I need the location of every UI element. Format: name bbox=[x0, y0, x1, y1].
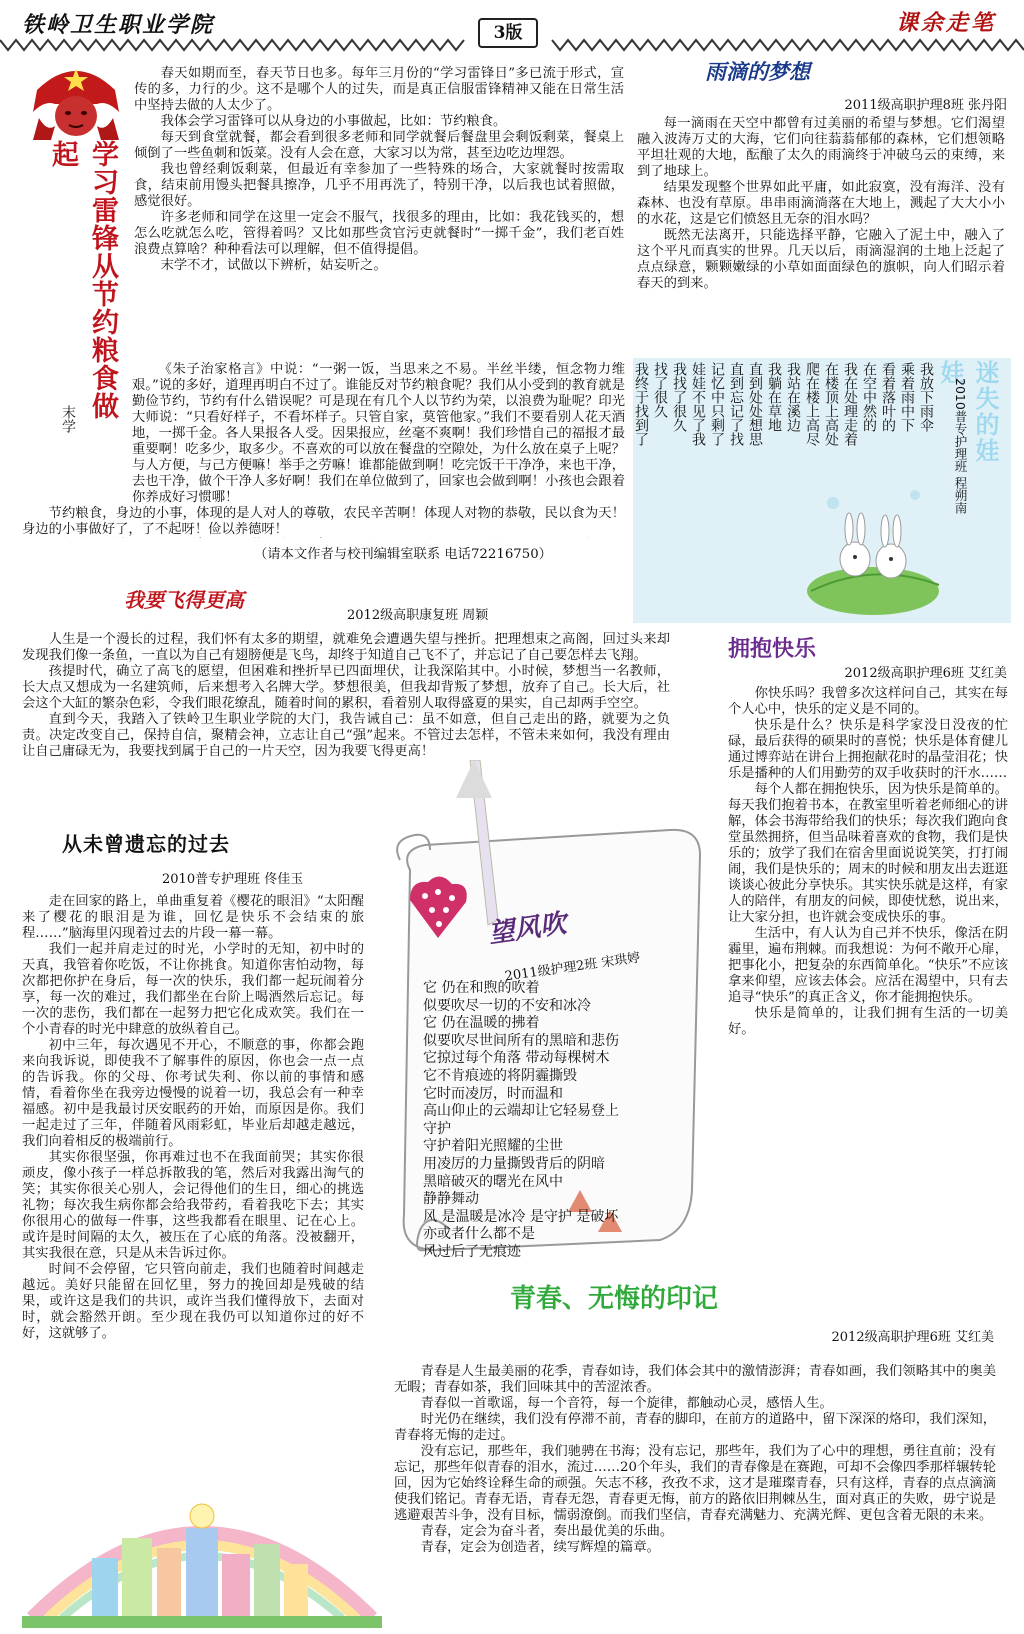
poem-line: 它 仍在温暖的拂着 bbox=[423, 1015, 540, 1032]
poem-line: 爬在楼上高尽 bbox=[804, 362, 820, 446]
embrace-paragraph: 生活中，有人认为自己并不快乐，像活在阴霾里，遍布荆棘。而我想说：为何不敞开心扉，把事化小，把复杂的东西简单化。“快乐”不应该拿来仰望，应该去体会。应活在渴望中，只有去追寻“快乐”的真正含义，你才能拥抱快乐。 bbox=[728, 926, 1008, 1005]
poem-line: 似要吹尽一切的不安和冰冷 bbox=[423, 997, 591, 1014]
school-name: 铁岭卫生职业学院 bbox=[22, 12, 215, 38]
never-forget-article bbox=[22, 828, 367, 1483]
wind-poem-byline: 2011级护理2班 宋珙婷 bbox=[503, 950, 642, 985]
poem-line: 亦或者什么都不是 bbox=[423, 1226, 535, 1243]
never-forget-paragraph: 其实你很坚强，你再难过也不在我面前哭；其实你很顽皮，像小孩子一样总拆散我的笔，然后对我露出淘气的笑；其实你很关心别人，会记得他们的生日，细心的挑选礼物；每次我生病你都会给我带药，看着我吃下去；其实你很用心的做每一件事，这些我都看在眼里、记在心上。或许是时间隔的太久，被压在了心底的角落。没被翻开，其实我很在意，只是从未告诉过你。 bbox=[22, 1150, 364, 1261]
lei-feng-title: 学习雷锋从节约粮食做起 bbox=[47, 140, 118, 420]
raindrop-title: 雨滴的梦想 bbox=[705, 60, 810, 84]
poem-line: 在空中然的 bbox=[861, 362, 877, 432]
poem-line: 找了很久 bbox=[652, 362, 668, 418]
poem-line: 直到忘记了找 bbox=[728, 362, 744, 446]
embrace-paragraph: 快乐是什么？快乐是科学家没日没夜的忙碌，最后获得的硕果时的喜悦；快乐是体育健儿通过博弈站在讲台上拥抱献花时的晶莹泪花；快乐是播种的人们用勤劳的双手收获时的汗水…… bbox=[728, 718, 1008, 781]
youth-paragraph: 没有忘记，那些年，我们驰骋在书海；没有忘记，那些年，我们为了心中的理想，勇往直前；没有忘记，那些年似青春的泪水，流过……20个年头，我们的青春像是在赛跑，可却不会像四季那样辗转轮回，因为它始终诠释生命的顽强。矢志不移，孜孜不求，这才是璀璨青春，只有这样，青春的点点滴滴使我们铭记。青春无语，青春无怨，青春更无悔，前方的路依旧荆棘丛生，面对真正的失败，毋宁说是逃避艰苦斗争，没有目标，懦弱潦倒。而我们坚信，青春充满魅力、充满光辉、更包含着无限的未来。 bbox=[394, 1444, 996, 1523]
lost-doll-byline: 2010普专护理班 程朔南 bbox=[953, 378, 968, 514]
youth-paragraph: 青春，定会为创造者，续写辉煌的篇章。 bbox=[420, 1540, 660, 1555]
lei-feng-body-bottom bbox=[22, 362, 625, 538]
poem-line: 风过后了无痕迹 bbox=[423, 1243, 521, 1260]
never-forget-paragraph: 初中三年，每次遇见不开心，不顺意的事，你都会跑来向我诉说，即使我不了解事件的原因，你也会一点一点的告诉我。你的父母、你考试失利、你以前的事情和感情，看着你坐在我旁边慢慢的说着一切，我总会有一种幸福感。初中是我最讨厌安眠药的开始，而原因是你。我们一起走过了三年，伴随着风雨彩虹，毕业后却越走越远，我们向着相反的极端前行。 bbox=[22, 1038, 364, 1149]
fly-higher-body bbox=[22, 632, 670, 760]
poem-line: 在楼顶上高处 bbox=[823, 362, 839, 446]
poem-line: 似要吹尽世间所有的黑暗和悲伤 bbox=[423, 1032, 619, 1049]
embrace-paragraph: 你快乐吗？我曾多次这样问自己，其实在每个人心中，快乐的定义是不同的。 bbox=[728, 686, 1008, 717]
never-forget-paragraph: 我们一起并肩走过的时光，小学时的无知，初中时的天真，我管着你吃饭，不让你挑食。知道你害怕动物，每次都把你护在身后，每一次的快乐，我们都一起玩闹着分享，每一次的难过，我们都坐在台阶上喝酒然后忘记。每一次的悲伤，我们都在一起努力把它化成欢笑。我们在一个小青春的时光中肆意的放纵着自己。 bbox=[22, 942, 364, 1037]
raindrop-article bbox=[633, 54, 1011, 350]
lei-feng-paragraph: 我也曾经剩饭剩菜，但最近有幸参加了一些特殊的场合，大家就餐时按需取食，结束前用馒头把餐具擦净，几乎不用再洗了，特别干净，以后我也试着照做，感觉很好。 bbox=[134, 162, 624, 209]
embrace-paragraph: 快乐是简单的，让我们拥有生活的一切美好。 bbox=[728, 1006, 1008, 1037]
fly-higher-paragraph: 孩提时代，确立了高飞的愿望，但困难和挫折早已四面埋伏，让我深陷其中。小时候，梦想当一名教师，长大点又想成为一名建筑师，后来想考入名牌大学。梦想很美，但我却背叛了梦想，放弃了自己。长大后，社会这个大缸的繁杂色彩，令我们眼花缭乱，随着时间的累积，看着别人取得盛夏的果实，自己却两手空空。 bbox=[22, 664, 670, 711]
lei-feng-paragraph: 我体会学习雷锋可以从身边的小事做起，比如：节约粮食。 bbox=[160, 114, 507, 129]
embrace-paragraph: 每个人都在拥抱快乐，因为快乐是简单的。每天我们抱着书本，在教室里听着老师细心的讲解，体会书海带给我们的快乐；每次我们跑向食堂虽然拥挤，但当品味着喜欢的食物，我们是快乐的；放学了我们在宿舍里面说说笑笑，打打闹闹，我们是快乐的；周末的时候和朋友出去逛逛谈谈心彼此分享快乐。其实快乐就是这样，有家人的陪伴，有朋友的问候，即使忧愁，说出来，让大家分担，也许就会变成快乐的事。 bbox=[728, 782, 1008, 925]
poem-line: 记忆中只剩了 bbox=[709, 362, 725, 446]
fly-higher-paragraph: 直到今天，我踏入了铁岭卫生职业学院的大门，我告诫自己：虽不如意，但自己走出的路，就要为之负责。决定改变自己，保持自信，聚精会神，立志让自己“强”起来。不管过去怎样，不管未来如何，我没有理由让自己庸碌无为，我要找到属于自己的一片天空，因为我要飞得更高！ bbox=[22, 712, 670, 759]
poem-line: 我找了很久 bbox=[671, 362, 687, 432]
lost-doll-panel bbox=[633, 358, 1011, 623]
poem-line: 用凌厉的力量撕毁背后的阴暗 bbox=[423, 1155, 605, 1172]
poem-line: 我在处理走着 bbox=[842, 362, 858, 446]
poem-line: 高山仰止的云端却让它轻易登上 bbox=[423, 1103, 619, 1120]
lei-feng-author: 末学 bbox=[60, 405, 76, 433]
raindrop-paragraph: 结果发现整个世界如此平庸，如此寂寞，没有海洋、没有森林、也没有草原。串串雨滴淌落在大地上，溅起了大大小小的水花，这是它们愤怒且无奈的泪水吗？ bbox=[637, 180, 1005, 227]
raindrop-body bbox=[637, 116, 1005, 292]
never-forget-paragraph: 走在回家的路上，单曲重复着《樱花的眼泪》“太阳醒来了樱花的眼泪是为谁，回忆是快乐不会结束的旅程……”脑海里闪现着过去的片段一幕一幕。 bbox=[22, 894, 364, 941]
youth-paragraph: 时光仍在继续，我们没有停滞不前，青春的脚印，在前方的道路中，留下深深的烙印，我们深知，青春将无悔的走过。 bbox=[394, 1412, 996, 1443]
fly-higher-byline: 2012级高职康复班 周颖 bbox=[347, 608, 489, 623]
poem-line: 我躺在草地 bbox=[766, 362, 782, 432]
youth-article bbox=[394, 1278, 1014, 1618]
youth-paragraph: 青春似一首歌谣，每一个音符，每一个旋律，都触动心灵，感悟人生。 bbox=[420, 1396, 833, 1411]
raindrop-byline: 2011级高职护理8班 张丹阳 bbox=[844, 98, 1007, 113]
embrace-byline: 2012级高职护理6班 艾红美 bbox=[844, 666, 1007, 681]
youth-paragraph: 青春，定会为奋斗者，奏出最优美的乐曲。 bbox=[420, 1524, 674, 1539]
poem-line: 黑暗破灭的曙光在风中 bbox=[423, 1173, 563, 1190]
youth-byline: 2012级高职护理6班 艾红美 bbox=[831, 1330, 994, 1345]
poem-line: 守护 bbox=[423, 1120, 451, 1137]
embrace-body bbox=[728, 686, 1008, 1038]
poem-line: 它时而凌厉，时而温和 bbox=[423, 1085, 563, 1102]
section-title: 课余走笔 bbox=[895, 10, 996, 36]
city-illustration bbox=[22, 1488, 382, 1628]
wind-poem-scroll bbox=[370, 760, 720, 1270]
embrace-happiness-article bbox=[728, 632, 1011, 1238]
raindrop-paragraph: 每一滴雨在天空中都曾有过美丽的希望与梦想。它们渴望融入波涛万丈的大海，它们向往蓊蓊郁郁的森林，它们想领略平坦壮观的大地，酝酿了太久的雨滴终于冲破乌云的束缚，来到了地球上。 bbox=[637, 116, 1005, 179]
lei-feng-portrait-image bbox=[27, 60, 125, 140]
poem-line: 看着落叶的 bbox=[880, 362, 896, 432]
never-forget-byline: 2010普专护理班 佟佳玉 bbox=[162, 872, 304, 887]
poem-line: 静静舞动 bbox=[423, 1191, 479, 1208]
lost-doll-title: 迷失的娃娃 bbox=[936, 360, 999, 464]
lei-feng-article bbox=[22, 60, 627, 560]
poem-line: 我站在溪边 bbox=[785, 362, 801, 432]
poem-line: 我终于找到了 bbox=[633, 362, 649, 446]
poem-line: 守护着阳光照耀的尘世 bbox=[423, 1138, 563, 1155]
poem-line: 它掠过每个角落 带动每棵树木 bbox=[423, 1050, 610, 1067]
poem-line: 风 是温暖是冰冷 是守护 是破坏 bbox=[423, 1208, 619, 1225]
youth-paragraph: 青春是人生最美丽的花季，青春如诗，我们体会其中的激情澎湃；青春如画，我们领略其中的奥美无暇；青春如茶，我们回味其中的苦涩浓香。 bbox=[394, 1364, 996, 1395]
poem-line: 我放下雨伞 bbox=[918, 362, 934, 432]
raindrop-paragraph: 既然无法离开，只能选择平静，它融入了泥土中，融入了这个平凡而真实的世界。几天以后，雨滴湿润的土地上泛起了点点绿意，颗颗嫩绿的小草如面面绿色的旗帜，向人们昭示着春天的到来。 bbox=[637, 228, 1005, 291]
never-forget-body bbox=[22, 894, 364, 1342]
lei-feng-paragraph: 春天如期而至，春天节日也多。每年三月份的“学习雷锋日”多已流于形式，宣传的多，力行的少。这不是哪个人的过失，而是真正信服雷锋精神又能在日常生活中坚持去做的人太少了。 bbox=[134, 66, 624, 113]
wind-poem-lines bbox=[423, 980, 683, 1262]
lei-feng-paragraph: 《朱子治家格言》中说：“一粥一饭，当思来之不易。半丝半缕，恒念物力维艰。”说的多好，道理再明白不过了。谁能反对节约粮食呢？我们从小受到的教育就是勤俭节约，节约有什么错误呢？可是现在有几个人以节约为荣，以浪费为耻呢？印光大师说：“只看好样子，不看坏样子。只管自家，莫管他家。”我们不要看别人花天酒地，一掷千金。各人果报各人受。因果报应，丝毫不爽啊！我们珍惜自己的福报才最重要啊！吃多少，取多少。不喜欢的可以放在餐盘的空隙处，为什么放在桌子上呢？与人方便，与己方便嘛！举手之劳嘛！谁都能做到啊！吃完饭干干净净，来也干净，去也干净，做个干净人多好啊！我们在单位做到了，回家也会做到啊！小孩也会跟着你养成好习惯哪！ bbox=[132, 362, 625, 505]
masthead bbox=[0, 0, 1024, 54]
lei-feng-paragraph: 末学不才，试做以下辨析，姑妄听之。 bbox=[160, 258, 387, 273]
wind-poem-title: 望风吹 bbox=[486, 908, 569, 950]
embrace-title: 拥抱快乐 bbox=[728, 637, 817, 662]
fly-higher-paragraph: 人生是一个漫长的过程，我们怀有太多的期望，就难免会遭遇失望与挫折。把理想束之高阁，回过头来却发现我们像一条鱼，一直以为自己有翅膀便是飞鸟，却终于知道自己飞不了，并忘记了自己要怎样去飞翔。 bbox=[22, 632, 670, 663]
poem-line: 它 仍在和煦的吹着 bbox=[423, 980, 540, 996]
fly-higher-title: 我要飞得更高 bbox=[124, 588, 244, 612]
poem-line: 乘着雨中下 bbox=[899, 362, 915, 432]
poem-line: 它不肯痕迹的将阴霾撕毁 bbox=[423, 1067, 577, 1084]
never-forget-paragraph: 时间不会停留，它只管向前走，我们也随着时间越走越远。美好只能留在回忆里，努力的挽回却是残破的结果，或许这是我们的共识，或许当我们懂得放下，去面对时，就会豁然开朗。至少现在我仍可以知道你过的好不好，这就够了。 bbox=[22, 1262, 364, 1341]
youth-title: 青春、无悔的印记 bbox=[510, 1284, 719, 1314]
lei-feng-paragraph: 许多老师和同学在这里一定会不服气，找很多的理由，比如：我花钱买的，想怎么吃就怎么吃，管得着吗？又比如那些贪官污吏就餐时“一掷千金”，我们老百姓浪费点算啥？种种看法可以理解，但不值得提倡。 bbox=[134, 210, 624, 257]
lost-doll-poem bbox=[633, 362, 935, 542]
lei-feng-paragraph: 每天到食堂就餐，都会看到很多老师和同学就餐后餐盘里会剩饭剩菜，餐桌上倾倒了一些鱼刺和饭菜。没有人会在意，大家习以为常，甚至边吃边埋怨。 bbox=[134, 130, 624, 161]
issue-number: 3版 bbox=[478, 18, 538, 48]
lei-feng-contact-note: （请本文作者与校刊编辑室联系 电话72216750） bbox=[254, 547, 552, 562]
poem-line: 娃娃不见了我 bbox=[690, 362, 706, 446]
lei-feng-paragraph: 节约粮食，身边的小事，体现的是人对人的尊敬，农民辛苦啊！体现人对物的恭敬，民以食为天！身边的小事做好了，了不起呀！俭以养德呀！ bbox=[22, 506, 625, 537]
lei-feng-body-top bbox=[134, 66, 624, 274]
poem-line: 直到处处想思 bbox=[747, 362, 763, 446]
never-forget-title: 从未曾遗忘的过去 bbox=[62, 832, 230, 856]
youth-body bbox=[394, 1364, 996, 1556]
